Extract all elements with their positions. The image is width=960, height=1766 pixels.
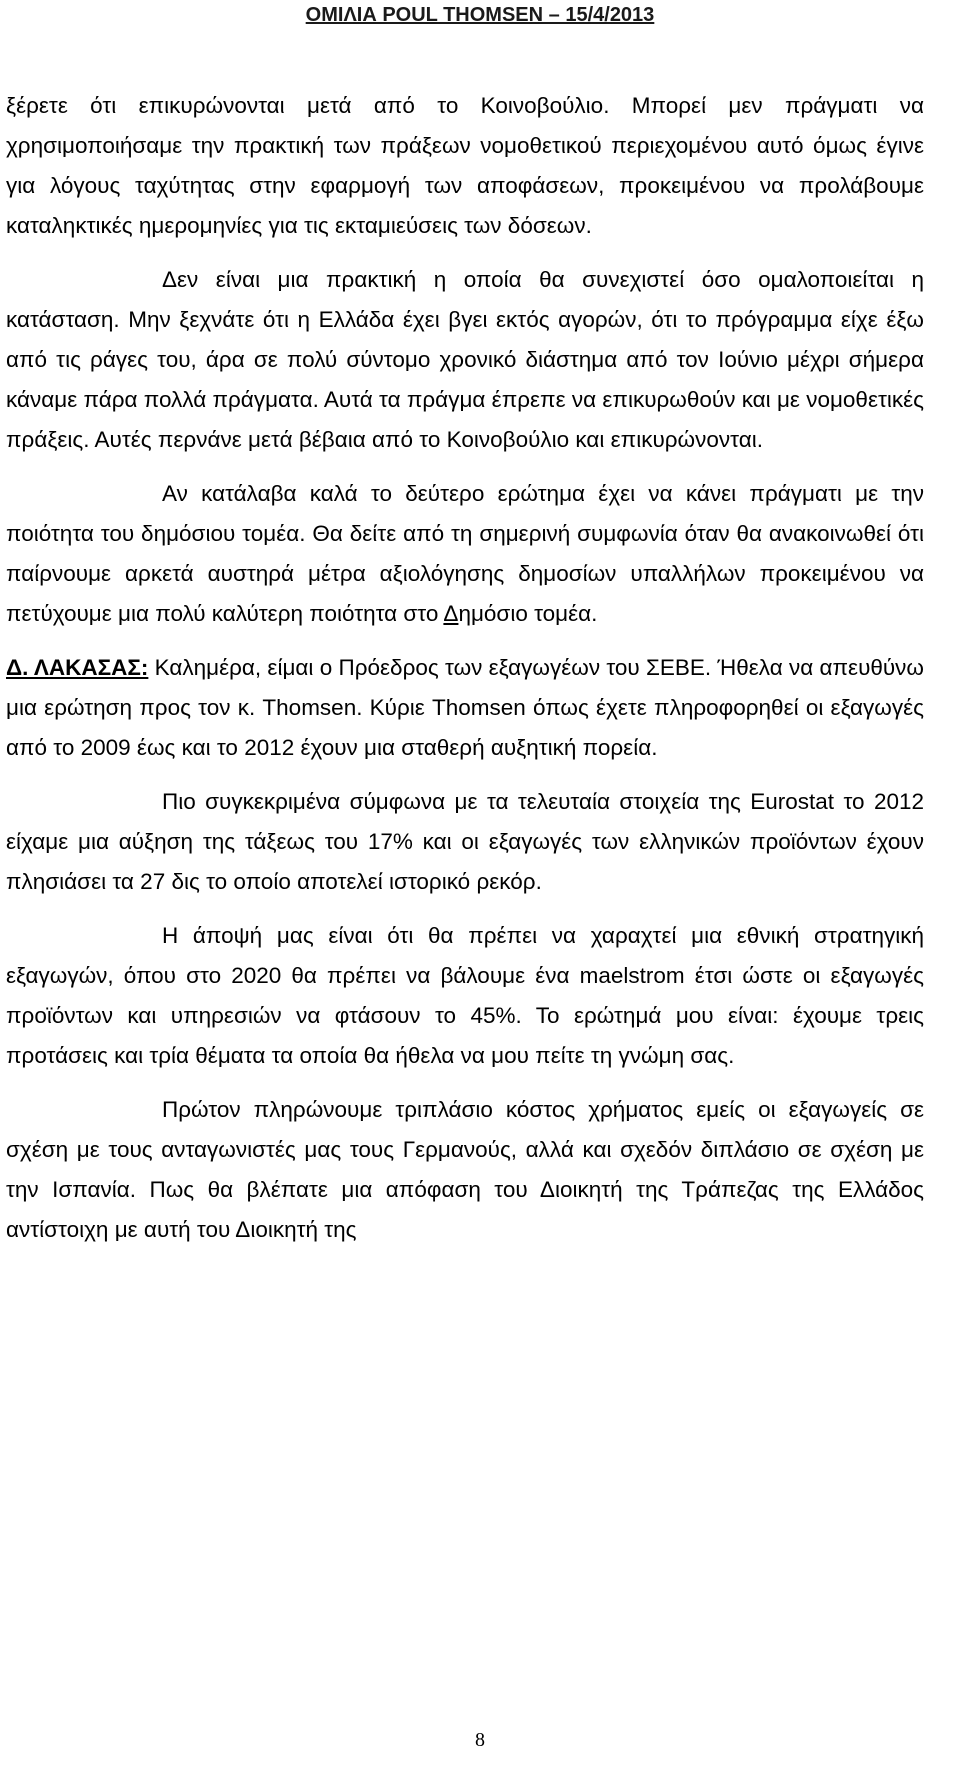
paragraph: Η άποψή μας είναι ότι θα πρέπει να χαραχτεί μια εθνική στρατηγική εξαγωγών, όπου στο 2020 θα πρέπει να βάλουμε ένα maelstrom έτσι ώστε οι εξαγωγές προϊόντων και υπηρεσιών να φτάσουν το 45%. Το ερώτημά μου είναι: έχουμε τρεις προτάσεις και τρία θέματα τα οποία θα ήθελα να μου πείτε τη γνώμη σας.: [6, 923, 924, 1068]
document-body: [6, 86, 924, 1250]
paragraph: Δεν είναι μια πρακτική η οποία θα συνεχιστεί όσο ομαλοποιείται η κατάσταση. Μην ξεχνάτε ότι η Ελλάδα έχει βγει εκτός αγορών, ότι το πρόγραμμα είχε έξω από τις ράγες του, άρα σε πολύ σύντομο χρονικό διάστημα από τον Ιούνιο μέχρι σήμερα κάναμε πάρα πολλά πράγματα. Αυτά τα πράγμα έπρεπε να επικυρωθούν και με νομοθετικές πράξεις. Αυτές περνάνε μετά βέβαια από το Κοινοβούλιο και επικυρώνονται.: [6, 267, 924, 452]
speaker-paragraph: [6, 648, 924, 768]
paragraph-text: Καλημέρα, είμαι ο Πρόεδρος των εξαγωγέων του ΣΕΒΕ. Ήθελα να απευθύνω μια ερώτηση προς τον κ. Thomsen. Κύριε Thomsen όπως έχετε πληροφορηθεί οι εξαγωγές από το 2009 έως και το 2012 έχουν μια σταθερή αυξητική πορεία.: [6, 655, 925, 760]
paragraph-text: ημόσιο τομέα.: [458, 601, 598, 626]
paragraph: Πιο συγκεκριμένα σύμφωνα με τα τελευταία στοιχεία της Eurostat το 2012 είχαμε μια αύξηση της τάξεως του 17% και οι εξαγωγές των ελληνικών προϊόντων έχουν πλησιάσει τα 27 δις το οποίο αποτελεί ιστορικό ρεκόρ.: [6, 789, 924, 894]
speaker-name: Δ. ΛΑΚΑΣΑΣ:: [6, 655, 149, 680]
paragraph: [6, 474, 924, 634]
paragraph: Πρώτον πληρώνουμε τριπλάσιο κόστος χρήματος εμείς οι εξαγωγείς σε σχέση με τους ανταγωνιστές μας τους Γερμανούς, αλλά και σχεδόν διπλάσιο σε σχέση με την Ισπανία. Πως θα βλέπατε μια απόφαση του Διοικητή της Τράπεζας της Ελλάδος αντίστοιχη με αυτή του Διοικητή της: [6, 1097, 924, 1242]
document-header: ΟΜΙΛΙΑ POUL THOMSEN – 15/4/2013: [305, 4, 655, 26]
paragraph-text: Αν κατάλαβα καλά το δεύτερο ερώτημα έχει να κάνει πράγματι με την ποιότητα του δημόσιου τομέα. Θα δείτε από τη σημερινή συμφωνία όταν θα ανακοινωθεί ότι παίρνουμε αρκετά αυστηρά μέτρα αξιολόγησης δημοσίων υπαλλήλων προκειμένου να πετύχουμε μια πολύ καλύτερη ποιότητα στο: [6, 481, 924, 626]
underlined-letter: Δ: [443, 601, 459, 626]
paragraph: ξέρετε ότι επικυρώνονται μετά από το Κοινοβούλιο. Μπορεί μεν πράγματι να χρησιμοποιήσαμε την πρακτική των πράξεων νομοθετικού περιεχομένου αυτό όμως έγινε για λόγους ταχύτητας στην εφαρμογή των αποφάσεων, προκειμένου να προλάβουμε καταληκτικές ημερομηνίες για τις εκταμιεύσεις των δόσεων.: [6, 93, 924, 238]
page-number: 8: [475, 1729, 485, 1751]
